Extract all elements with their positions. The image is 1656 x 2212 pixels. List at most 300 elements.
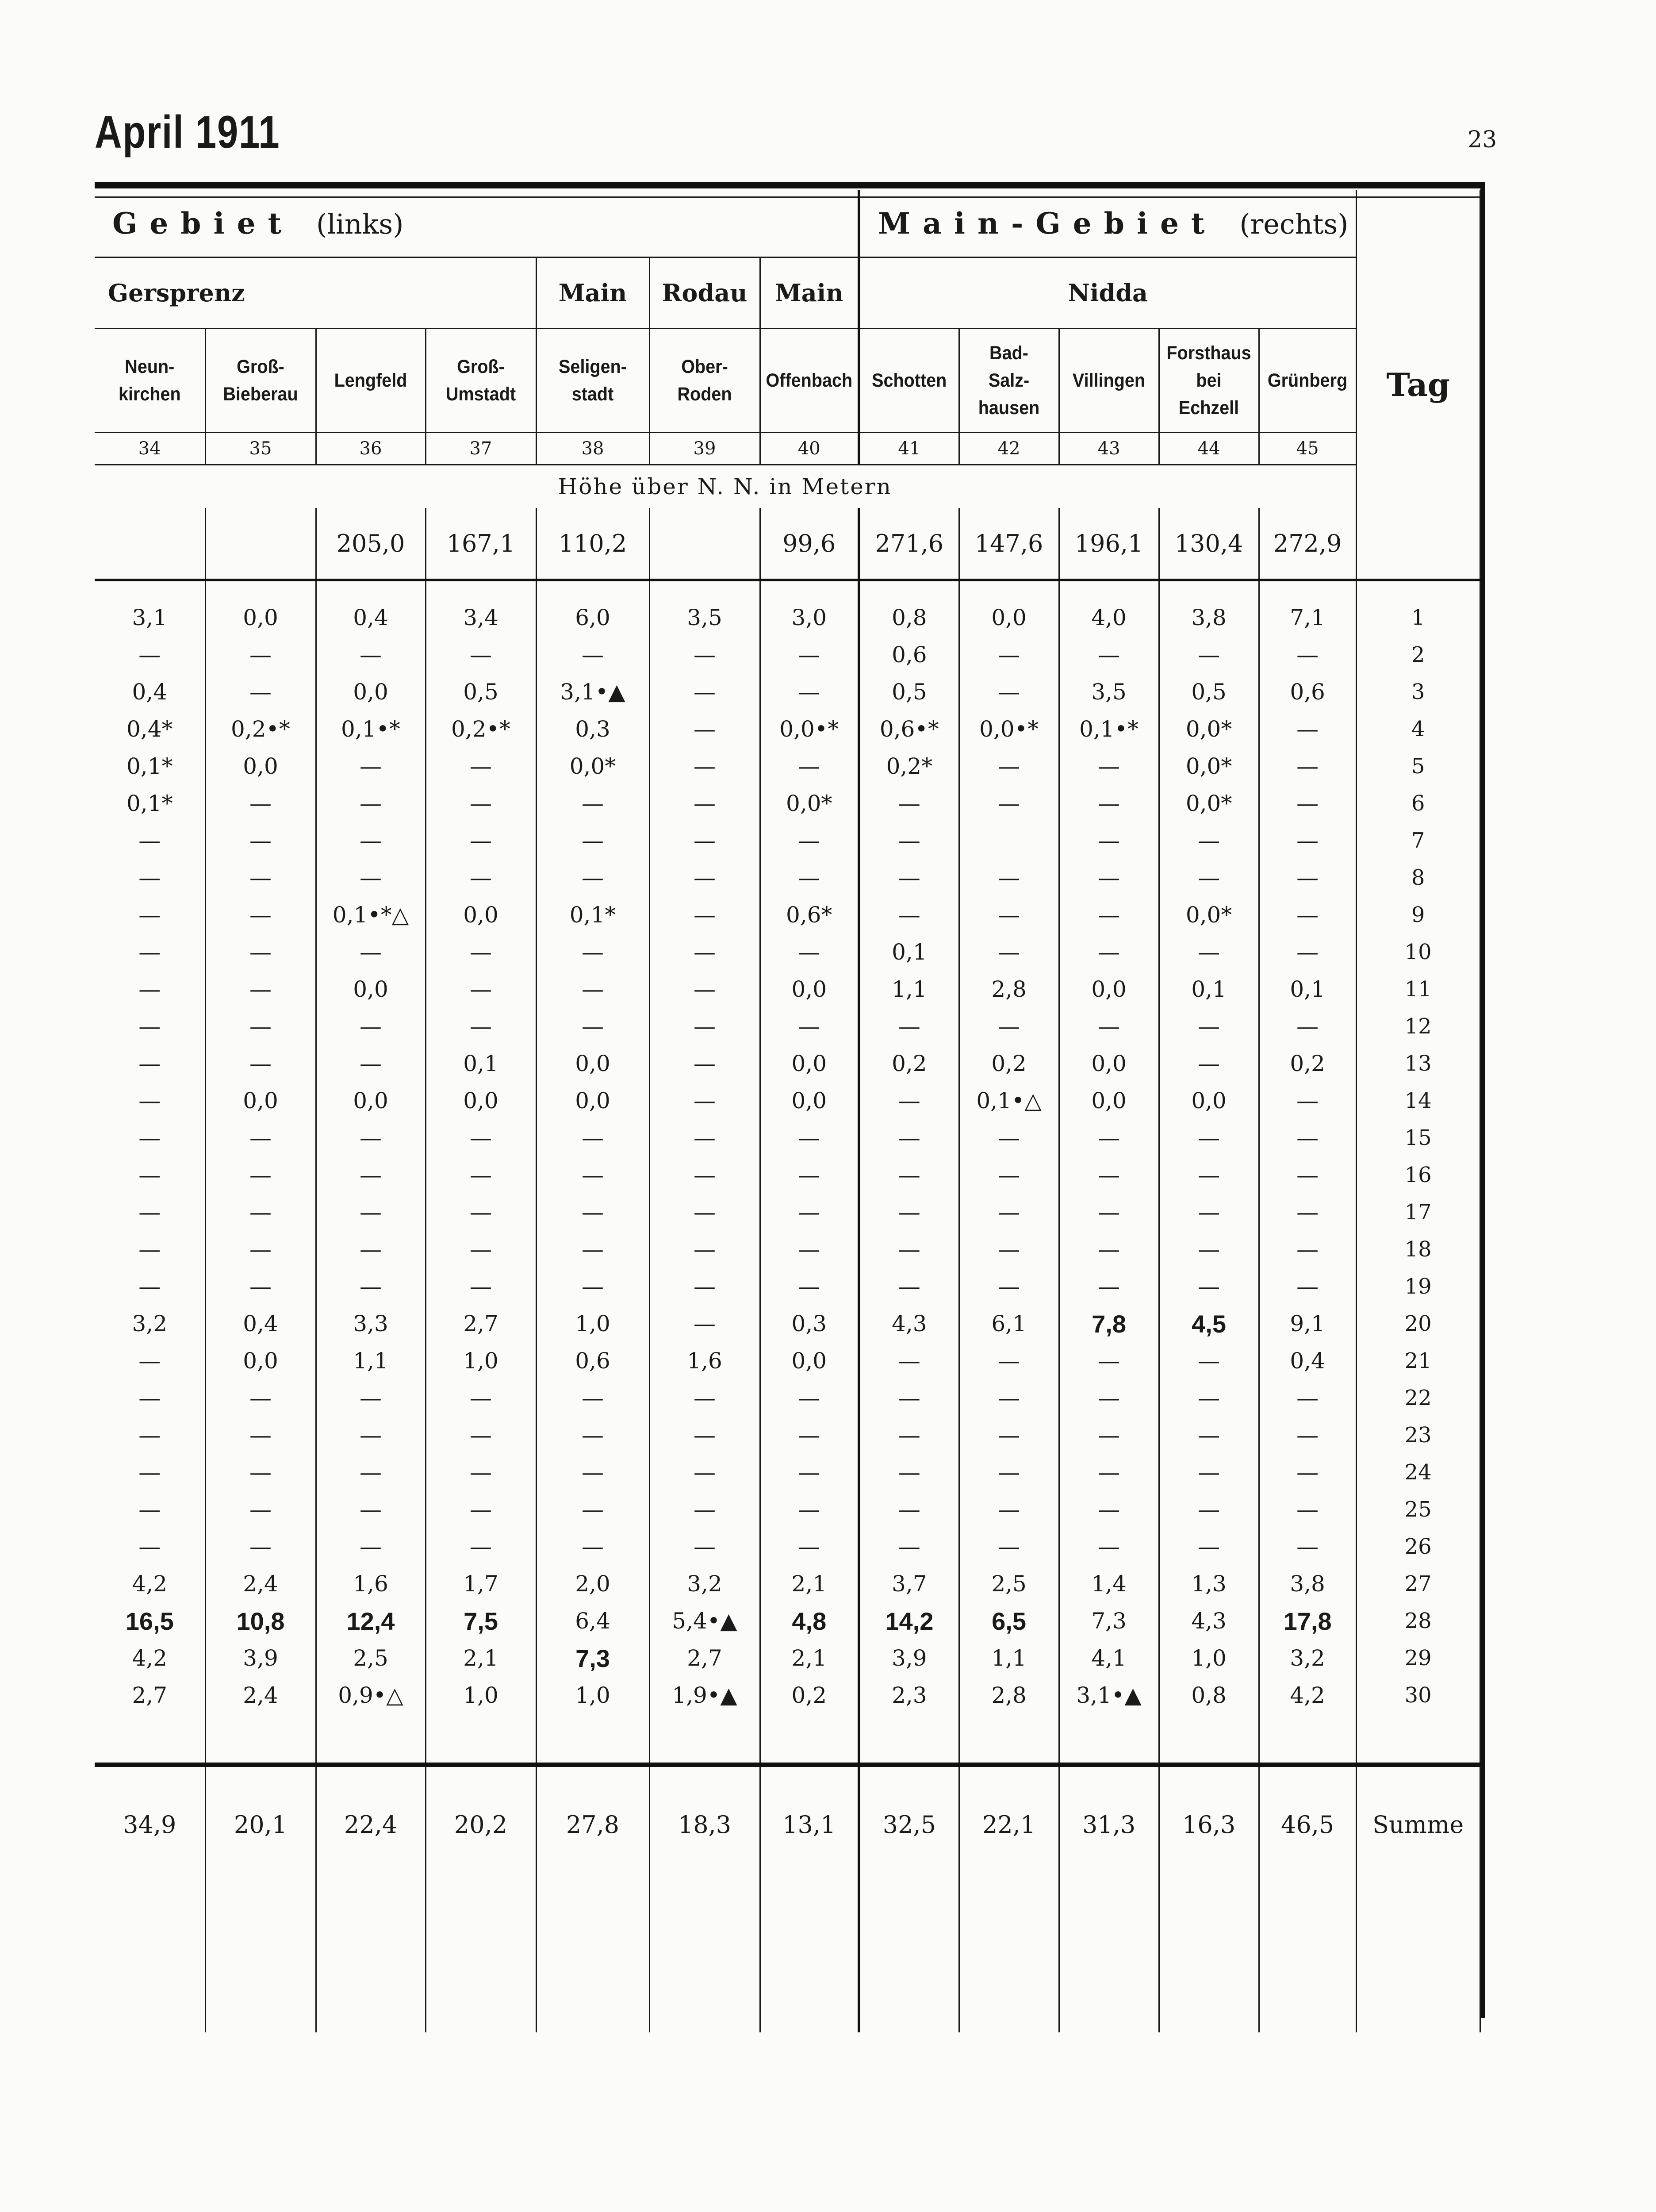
value-cell: — [205,1379,316,1417]
day-number: 12 [1356,1008,1480,1045]
value-cell: 0,0 [760,971,859,1008]
value-cell: 0,0* [1159,896,1259,933]
station-name-row [95,329,1480,433]
table-row [95,1602,1480,1640]
station-elevation-35 [205,508,316,580]
station-number-42: 42 [959,433,1059,465]
blank-cell [95,1882,205,2032]
value-cell: — [316,1491,426,1528]
value-cell: — [95,971,205,1008]
value-cell: 0,2•* [426,710,536,748]
value-cell: — [536,1417,649,1454]
station-name-36: Lengfeld [320,329,421,433]
value-cell: — [1159,1342,1259,1379]
value-cell: — [95,933,205,971]
value-cell: — [760,1491,859,1528]
value-cell: — [95,1491,205,1528]
value-cell: — [760,1268,859,1305]
table-row [95,636,1480,673]
station-elevation-39 [649,508,760,580]
day-number: 15 [1356,1119,1480,1156]
value-cell: — [426,1528,536,1565]
value-cell: — [859,1231,959,1268]
spacer-cell [959,1714,1059,1765]
table-row [95,1194,1480,1231]
river-header-row [95,257,1480,329]
value-cell: — [95,1379,205,1417]
value-cell: 3,7 [859,1565,959,1602]
station-name-44: Forsthaus bei Echzell [1163,329,1255,433]
value-cell: — [426,971,536,1008]
table-row [95,971,1480,1008]
value-cell: — [649,1082,760,1119]
value-cell: — [1059,785,1159,822]
value-cell: 2,8 [959,971,1059,1008]
value-cell: 0,4 [95,673,205,710]
value-cell: — [959,785,1059,822]
value-cell: — [1259,748,1356,785]
value-cell: — [649,1528,760,1565]
value-cell: — [649,1305,760,1342]
value-cell: — [760,822,859,859]
value-cell: — [1259,1454,1356,1491]
value-cell: 2,7 [95,1677,205,1714]
value-cell: — [1159,1528,1259,1565]
value-cell: — [316,1417,426,1454]
value-cell: — [1259,1194,1356,1231]
value-cell: 1,0 [426,1342,536,1379]
region-right-header [859,190,1356,257]
station-elevation-37: 167,1 [426,508,536,580]
station-number-40: 40 [760,433,859,465]
value-cell: 1,9•▲ [649,1677,760,1714]
value-cell: 3,8 [1159,580,1259,636]
summe-cell: 22,1 [959,1765,1059,1882]
value-cell: — [1059,896,1159,933]
value-cell: — [760,1454,859,1491]
value-cell: — [1159,1008,1259,1045]
value-cell: — [649,896,760,933]
value-cell: — [205,933,316,971]
value-cell: — [426,1231,536,1268]
table-row [95,1528,1480,1565]
value-cell: — [536,636,649,673]
value-cell: — [205,1231,316,1268]
value-cell: — [426,1491,536,1528]
day-number: 21 [1356,1342,1480,1379]
value-cell: — [959,1268,1059,1305]
spacer-cell [536,1714,649,1765]
value-cell: — [536,785,649,822]
station-elevation-42: 147,6 [959,508,1059,580]
day-number: 6 [1356,785,1480,822]
value-cell: — [859,859,959,896]
station-elevation-44: 130,4 [1159,508,1259,580]
day-number: 17 [1356,1194,1480,1231]
value-cell: 0,1•△ [959,1082,1059,1119]
value-cell: — [760,1417,859,1454]
value-cell: — [1059,748,1159,785]
station-name-43: Villingen [1063,329,1155,433]
value-cell: 17,8 [1259,1602,1356,1640]
value-cell: — [1059,933,1159,971]
value-cell: 0,0 [205,1342,316,1379]
value-cell: 2,8 [959,1677,1059,1714]
station-number-35: 35 [205,433,316,465]
value-cell: — [1259,1528,1356,1565]
value-cell: — [760,1379,859,1417]
value-cell: 3,0 [760,580,859,636]
spacer-cell [426,1714,536,1765]
blank-cell [1259,1882,1356,2032]
value-cell: — [536,1156,649,1194]
value-cell: 0,0 [760,1045,859,1082]
station-elevation-38: 110,2 [536,508,649,580]
value-cell: 0,2 [859,1045,959,1082]
value-cell: 0,6 [536,1342,649,1379]
day-number: 20 [1356,1305,1480,1342]
value-cell: — [760,859,859,896]
value-cell: 0,0 [536,1082,649,1119]
value-cell: 0,1* [536,896,649,933]
value-cell: — [205,1194,316,1231]
value-cell: 0,8 [1159,1677,1259,1714]
value-cell: — [95,1231,205,1268]
value-cell: — [536,859,649,896]
value-cell: 0,4 [205,1305,316,1342]
value-cell: 0,2 [760,1677,859,1714]
summe-cell: 22,4 [316,1765,426,1882]
value-cell: — [1159,1156,1259,1194]
value-cell: — [316,933,426,971]
spacer-cell [1356,1714,1480,1765]
table-row [95,896,1480,933]
summe-row [95,1765,1480,1882]
summe-cell: 32,5 [859,1765,959,1882]
value-cell: 0,8 [859,580,959,636]
value-cell: 0,3 [760,1305,859,1342]
value-cell: — [1059,859,1159,896]
station-number-38: 38 [536,433,649,465]
value-cell: — [205,1156,316,1194]
value-cell: — [649,933,760,971]
day-number: 28 [1356,1602,1480,1640]
summe-cell: 31,3 [1059,1765,1159,1882]
value-cell: 0,0* [1159,785,1259,822]
value-cell: — [1259,1156,1356,1194]
value-cell: — [649,748,760,785]
value-cell: — [205,1268,316,1305]
value-cell: — [1059,1342,1159,1379]
value-cell: — [959,859,1059,896]
value-cell: — [205,1045,316,1082]
value-cell: — [536,1194,649,1231]
station-number-43: 43 [1059,433,1159,465]
value-cell: — [426,1379,536,1417]
value-cell: — [1259,1119,1356,1156]
value-cell: — [536,1454,649,1491]
value-cell: 0,1 [1159,971,1259,1008]
blank-cell [760,1882,859,2032]
day-number: 2 [1356,636,1480,673]
spacer-cell [95,1714,205,1765]
value-cell: — [649,710,760,748]
value-cell: — [1059,1491,1159,1528]
value-cell: 2,4 [205,1677,316,1714]
value-cell: — [316,636,426,673]
value-cell: 0,2* [859,748,959,785]
value-cell: 0,0 [760,1342,859,1379]
value-cell: — [760,1119,859,1156]
value-cell: — [205,1008,316,1045]
value-cell: 0,2 [1259,1045,1356,1082]
value-cell: — [536,1268,649,1305]
value-cell: — [95,1194,205,1231]
value-cell: — [649,1119,760,1156]
day-number: 23 [1356,1417,1480,1454]
value-cell: — [649,1008,760,1045]
value-cell: 3,2 [1259,1640,1356,1677]
value-cell: 2,7 [426,1305,536,1342]
value-cell: — [1259,1417,1356,1454]
value-cell: 0,6•* [859,710,959,748]
value-cell: — [316,1045,426,1082]
station-number-row [95,433,1480,465]
value-cell: — [95,1268,205,1305]
station-number-39: 39 [649,433,760,465]
value-cell: 0,0* [536,748,649,785]
value-cell: 1,0 [426,1677,536,1714]
value-cell: — [959,933,1059,971]
value-cell: — [1059,1454,1159,1491]
table-row [95,748,1480,785]
value-cell: 2,1 [426,1640,536,1677]
day-number: 1 [1356,580,1480,636]
value-cell: — [1059,636,1159,673]
value-cell: — [859,896,959,933]
value-cell: 0,1 [1259,971,1356,1008]
value-cell: — [426,859,536,896]
value-cell: — [1159,1454,1259,1491]
value-cell: — [959,1156,1059,1194]
value-cell: 2,7 [649,1640,760,1677]
value-cell: — [649,859,760,896]
value-cell: — [760,1194,859,1231]
value-cell: 1,1 [316,1342,426,1379]
value-cell: 6,1 [959,1305,1059,1342]
station-number-34: 34 [95,433,205,465]
day-number: 26 [1356,1528,1480,1565]
value-cell: 1,4 [1059,1565,1159,1602]
value-cell: — [205,785,316,822]
value-cell: 0,0 [205,580,316,636]
day-number: 30 [1356,1677,1480,1714]
value-cell: 3,2 [649,1565,760,1602]
value-cell: — [1059,1268,1159,1305]
region-right-suffix: (rechts) [1239,208,1349,240]
value-cell: — [649,636,760,673]
value-cell: 1,6 [316,1565,426,1602]
value-cell: — [959,1528,1059,1565]
value-cell: 4,2 [1259,1677,1356,1714]
summe-cell: 13,1 [760,1765,859,1882]
value-cell: — [1259,1491,1356,1528]
value-cell: 3,5 [1059,673,1159,710]
table-row [95,1045,1480,1082]
spacer-cell [1259,1714,1356,1765]
value-cell: — [859,1156,959,1194]
value-cell: — [205,1528,316,1565]
river-main-1: Main [536,257,649,329]
value-cell: — [1059,1156,1159,1194]
value-cell: — [959,636,1059,673]
value-cell: 0,1•*△ [316,896,426,933]
table-row [95,1640,1480,1677]
value-cell: — [536,1119,649,1156]
value-cell: — [1259,1008,1356,1045]
value-cell: 3,5 [649,580,760,636]
value-cell: — [536,1379,649,1417]
station-number-36: 36 [316,433,426,465]
day-number: 5 [1356,748,1480,785]
value-cell: 2,1 [760,1565,859,1602]
value-cell: — [959,748,1059,785]
table-row [95,580,1480,636]
table-row [95,1119,1480,1156]
value-cell: — [95,1417,205,1454]
table-row [95,1268,1480,1305]
table-row [95,1342,1480,1379]
value-cell: 0,9•△ [316,1677,426,1714]
value-cell: — [1059,822,1159,859]
value-cell: — [649,1045,760,1082]
value-cell: — [959,1491,1059,1528]
day-number: 29 [1356,1640,1480,1677]
value-cell: 0,0 [316,673,426,710]
value-cell: — [1159,1045,1259,1082]
value-cell: 0,4* [95,710,205,748]
value-cell: — [649,673,760,710]
value-cell: — [316,1194,426,1231]
day-number: 10 [1356,933,1480,971]
value-cell: 1,1 [859,971,959,1008]
day-number: 22 [1356,1379,1480,1417]
station-name-38: Seligen- stadt [540,329,645,433]
table-row [95,1379,1480,1417]
value-cell: — [959,1119,1059,1156]
table-row [95,710,1480,748]
value-cell: — [1259,1082,1356,1119]
value-cell: 2,0 [536,1565,649,1602]
day-number: 14 [1356,1082,1480,1119]
value-cell: 14,2 [859,1602,959,1640]
table-row [95,1565,1480,1602]
value-cell: 0,0 [536,1045,649,1082]
value-cell: — [959,1417,1059,1454]
station-name-35: Groß- Bieberau [210,329,311,433]
value-cell: — [316,1231,426,1268]
region-left-name: Gebiet [112,206,294,241]
value-cell: — [859,1194,959,1231]
value-cell: 12,4 [316,1602,426,1640]
value-cell: — [95,636,205,673]
value-cell: — [426,1268,536,1305]
value-cell: — [1259,785,1356,822]
value-cell: 0,5 [426,673,536,710]
value-cell: 0,6* [760,896,859,933]
value-cell: — [316,1156,426,1194]
value-cell: — [536,1528,649,1565]
value-cell: 1,6 [649,1342,760,1379]
value-cell: 0,4 [1259,1342,1356,1379]
value-cell: 7,5 [426,1602,536,1640]
value-cell: — [859,1528,959,1565]
value-cell: — [316,1008,426,1045]
day-number: 7 [1356,822,1480,859]
value-cell: — [426,1156,536,1194]
value-cell: 2,5 [316,1640,426,1677]
day-number: 24 [1356,1454,1480,1491]
value-cell: — [959,1454,1059,1491]
table-row [95,933,1480,971]
value-cell: — [859,785,959,822]
day-number: 13 [1356,1045,1480,1082]
value-cell: — [426,933,536,971]
value-cell: — [760,1528,859,1565]
spacer-row [95,1714,1480,1765]
value-cell: 4,3 [1159,1602,1259,1640]
value-cell: 3,1 [95,580,205,636]
value-cell: 7,1 [1259,580,1356,636]
spacer-cell [760,1714,859,1765]
value-cell: — [1259,896,1356,933]
value-cell: 3,9 [859,1640,959,1677]
day-number: 3 [1356,673,1480,710]
value-cell: 0,0 [426,1082,536,1119]
value-cell: — [760,673,859,710]
station-name-40: Offenbach [764,329,855,433]
value-cell: — [536,933,649,971]
elevation-row [95,508,1480,580]
value-cell: — [649,971,760,1008]
value-cell: 0,6 [1259,673,1356,710]
value-cell: 4,1 [1059,1640,1159,1677]
value-cell: — [859,1008,959,1045]
summe-cell: 46,5 [1259,1765,1356,1882]
day-number: 19 [1356,1268,1480,1305]
value-cell: 4,2 [95,1565,205,1602]
value-cell: — [959,1379,1059,1417]
value-cell: — [1259,636,1356,673]
value-cell: — [205,673,316,710]
value-cell: 0,0 [760,1082,859,1119]
tag-column-header: Tag [1356,190,1480,580]
value-cell: — [760,1231,859,1268]
station-name-42: Bad- Salz- hausen [963,329,1055,433]
value-cell: 3,1•▲ [1059,1677,1159,1714]
table-row [95,1231,1480,1268]
value-cell: — [859,1417,959,1454]
value-cell: — [426,1119,536,1156]
station-name-37: Groß- Umstadt [430,329,532,433]
value-cell: — [426,1194,536,1231]
day-number: 4 [1356,710,1480,748]
value-cell [959,822,1059,859]
value-cell: — [95,1082,205,1119]
value-cell: — [859,1082,959,1119]
value-cell: 0,0 [1059,1045,1159,1082]
value-cell: — [760,636,859,673]
